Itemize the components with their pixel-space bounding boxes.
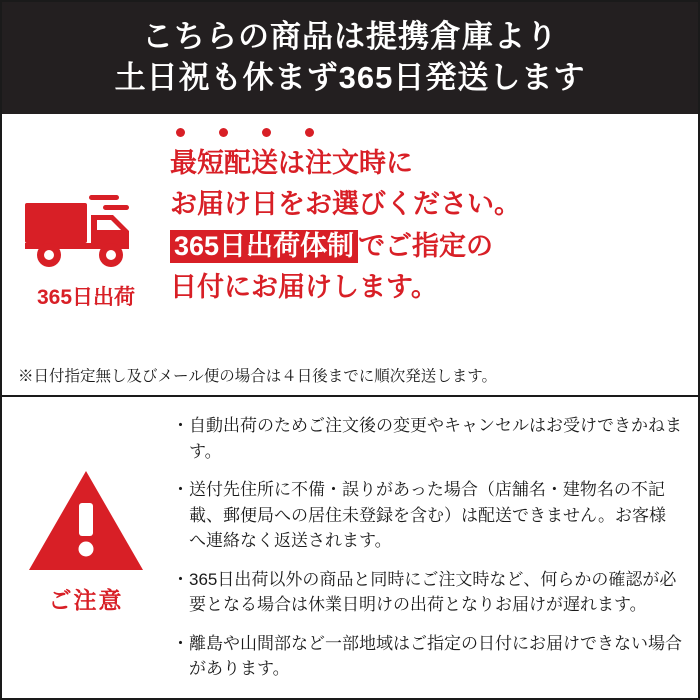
list-item [172,477,682,554]
caution-icon-column [2,407,170,698]
dot-icon [219,128,228,137]
bullet-icon: ・ [172,480,189,499]
caution-list [170,407,698,698]
delivery-section [2,114,698,397]
delivery-truck-icon [23,189,149,271]
dot-icon [305,128,314,137]
delivery-highlight: 365日出荷体制 [170,230,358,263]
delivery-line-2: お届け日をお選びください。 [170,189,521,220]
truck-caption: 365日出荷 [36,286,136,310]
truck-column [2,126,170,367]
delivery-line-1: 最短配送は注文時に [170,148,413,178]
delivery-line-3-rest: でご指定の [358,230,494,261]
delivery-text-block [170,126,698,367]
decorative-dots [170,128,686,137]
bullet-icon: ・ [172,633,189,653]
list-item-text: 自動出荷のためご注文後の変更やキャンセルはお受けできかねます。 [189,416,682,461]
caution-caption: ご注意 [48,587,124,613]
dot-icon [262,128,271,137]
banner-header [2,2,698,114]
delivery-note: ※日付指定無し及びメール便の場合は４日後までに順次発送します。 [18,367,497,385]
delivery-main [2,114,698,367]
list-item [172,567,682,618]
header-line-1: こちらの商品は提携倉庫より [142,19,558,55]
dot-icon [176,128,185,137]
bullet-icon: ・ [172,416,189,435]
delivery-line-3 [170,227,686,265]
caution-section [2,397,698,698]
delivery-line-4: 日付にお届けします。 [170,271,438,302]
bullet-icon: ・ [172,569,189,589]
list-item-text: 離島や山間部など一部地域はご指定の日付にお届けできない場合があります。 [189,633,682,678]
list-item [172,631,682,682]
list-item [172,413,682,464]
header-line-2: 土日祝も休まず365日発送します [114,60,586,95]
list-item-text: 送付先住所に不備・誤りがあった場合（店舗名・建物名の不記載、郵便局への居住未登録を含む）は配送できません。お客様へ連絡なく返送されます。 [189,480,667,550]
list-item-text: 365日出荷以外の商品と同時にご注文時など、何らかの確認が必要となる場合は休業日明けの出荷となりお届けが遅れます。 [189,569,677,614]
warning-triangle-icon [27,469,145,573]
